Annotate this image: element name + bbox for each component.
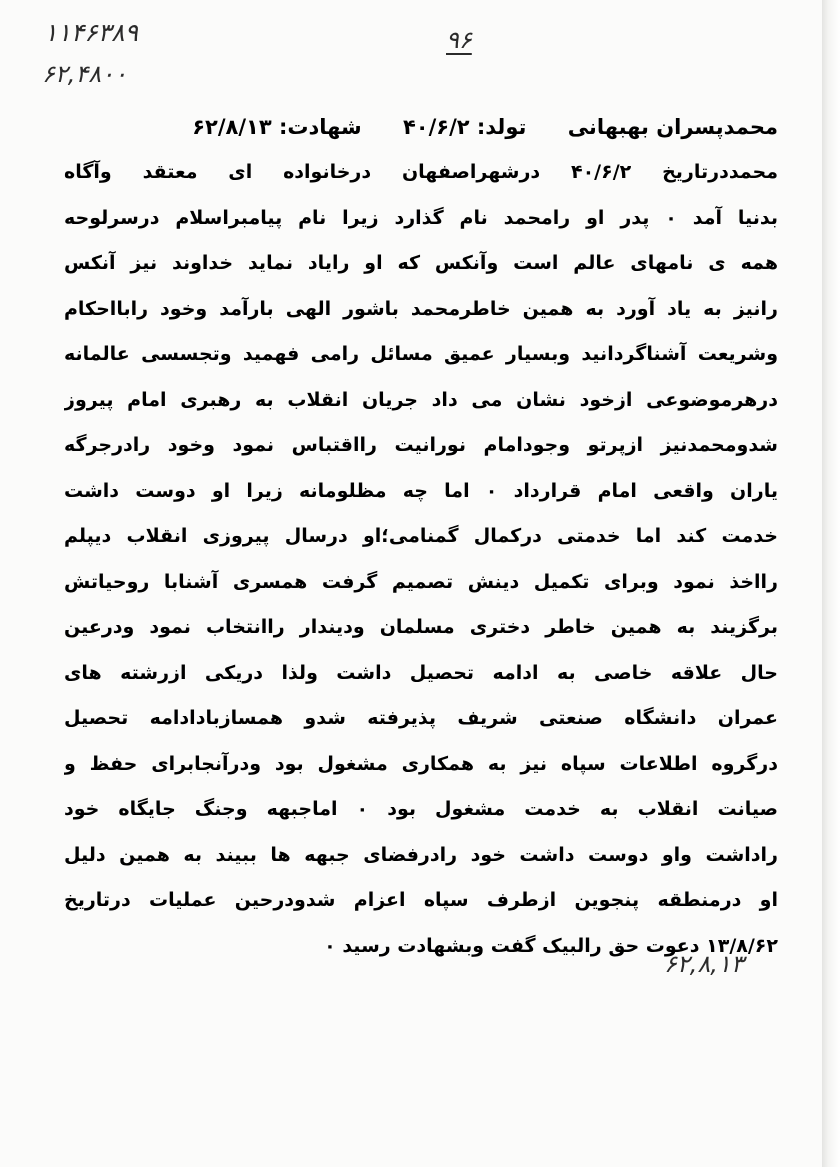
body-line: راداشت واو دوست داشت خود رادرفضای جبهه ها ببیند به همین دلیل [64,843,778,866]
page-number: ۹۶ [446,26,472,54]
body-line: شدومحمدنیز ازپرتو وجودامام نورانیت رااقتباس نمود وخود رادرجرگه [64,434,778,456]
body-line: رانیز به یاد آورد به همین خاطرمحمد باشور الهی بارآمد وخود راباﺍحکام [64,297,778,320]
biography-text [64,104,778,969]
body-line: وشریعت آشناگردانید وبسیار عمیق مسائل رامی فهمید وتجسسی عالمانه [64,343,778,365]
body-line: بدنیا آمد ۰ پدر او رامحمد نام گذارد زیرا نام پیامبراسلام درسرلوحه [64,206,778,229]
body-line: ۱۳/۸/۶۲ دعوت حق رالبیک گفت وبشهادت رسید ۰ [324,934,778,957]
handwritten-date: ۶۲,۸,۱۳ [664,950,744,978]
body-line: همه ی نامهای عالم است وآنکس که او رایاد نماید خداوند نیز آنکس [64,252,778,274]
birth-date: تولد: ۴۰/۶/۲ [402,115,527,139]
body-line: او درمنطقه پنجوین ازطرف سپاه اعزام شدودرحین عملیات درتاریخ [64,889,778,911]
header-line [64,104,778,150]
body-line: صیانت انقلاب به خدمت مشغول بود ۰ اماجبهه وجنگ جایگاه خود [64,798,778,820]
body-line: محمددرتاریخ ۴۰/۶/۲ درشهراصفهان درخانواده ای معتقد وآگاه [64,161,778,183]
scan-edge [822,0,840,1167]
body-line: درگروه اطلاعات سپاه نیز به همکاری مشغول بود ودرآنجابرای حفظ و [64,752,778,775]
archive-number: ۱۱۴۶۳۸۹ [44,18,138,47]
body-line: خدمت کند اما خدمتی درکمال گمنامی؛او درسال پیروزی انقلاب دیپلم [64,525,778,547]
archive-amount: ۶۲,۴۸۰۰ [42,60,127,88]
martyr-name: محمدپسران بهبهانی [567,115,778,139]
body-line: حال علاقه خاصی به ادامه تحصیل داشت ولذا دریکی ازرشته های [64,661,778,684]
body-line: برگزیند به همین خاطر دختری مسلمان ودیندار راانتخاب نمود ودرعین [64,616,778,638]
body-line: درهرموضوعی ازخود نشان می داد جریان انقلاب به رهبری امام پیروز [64,388,778,411]
body-line: عمران دانشگاه صنعتی شریف پذیرفته شدو همسازبادادامه تحصیل [64,707,778,729]
body-line: یاران واقعی امام قرارداد ۰ اما چه مظلومانه زیرا او دوست داشت [64,479,778,502]
body-line: رااخذ نمود وبرای تکمیل دینش تصمیم گرفت همسری آشنابا روحیاتش [64,570,778,593]
martyrdom-date: شهادت: ۶۲/۸/۱۳ [192,115,362,139]
